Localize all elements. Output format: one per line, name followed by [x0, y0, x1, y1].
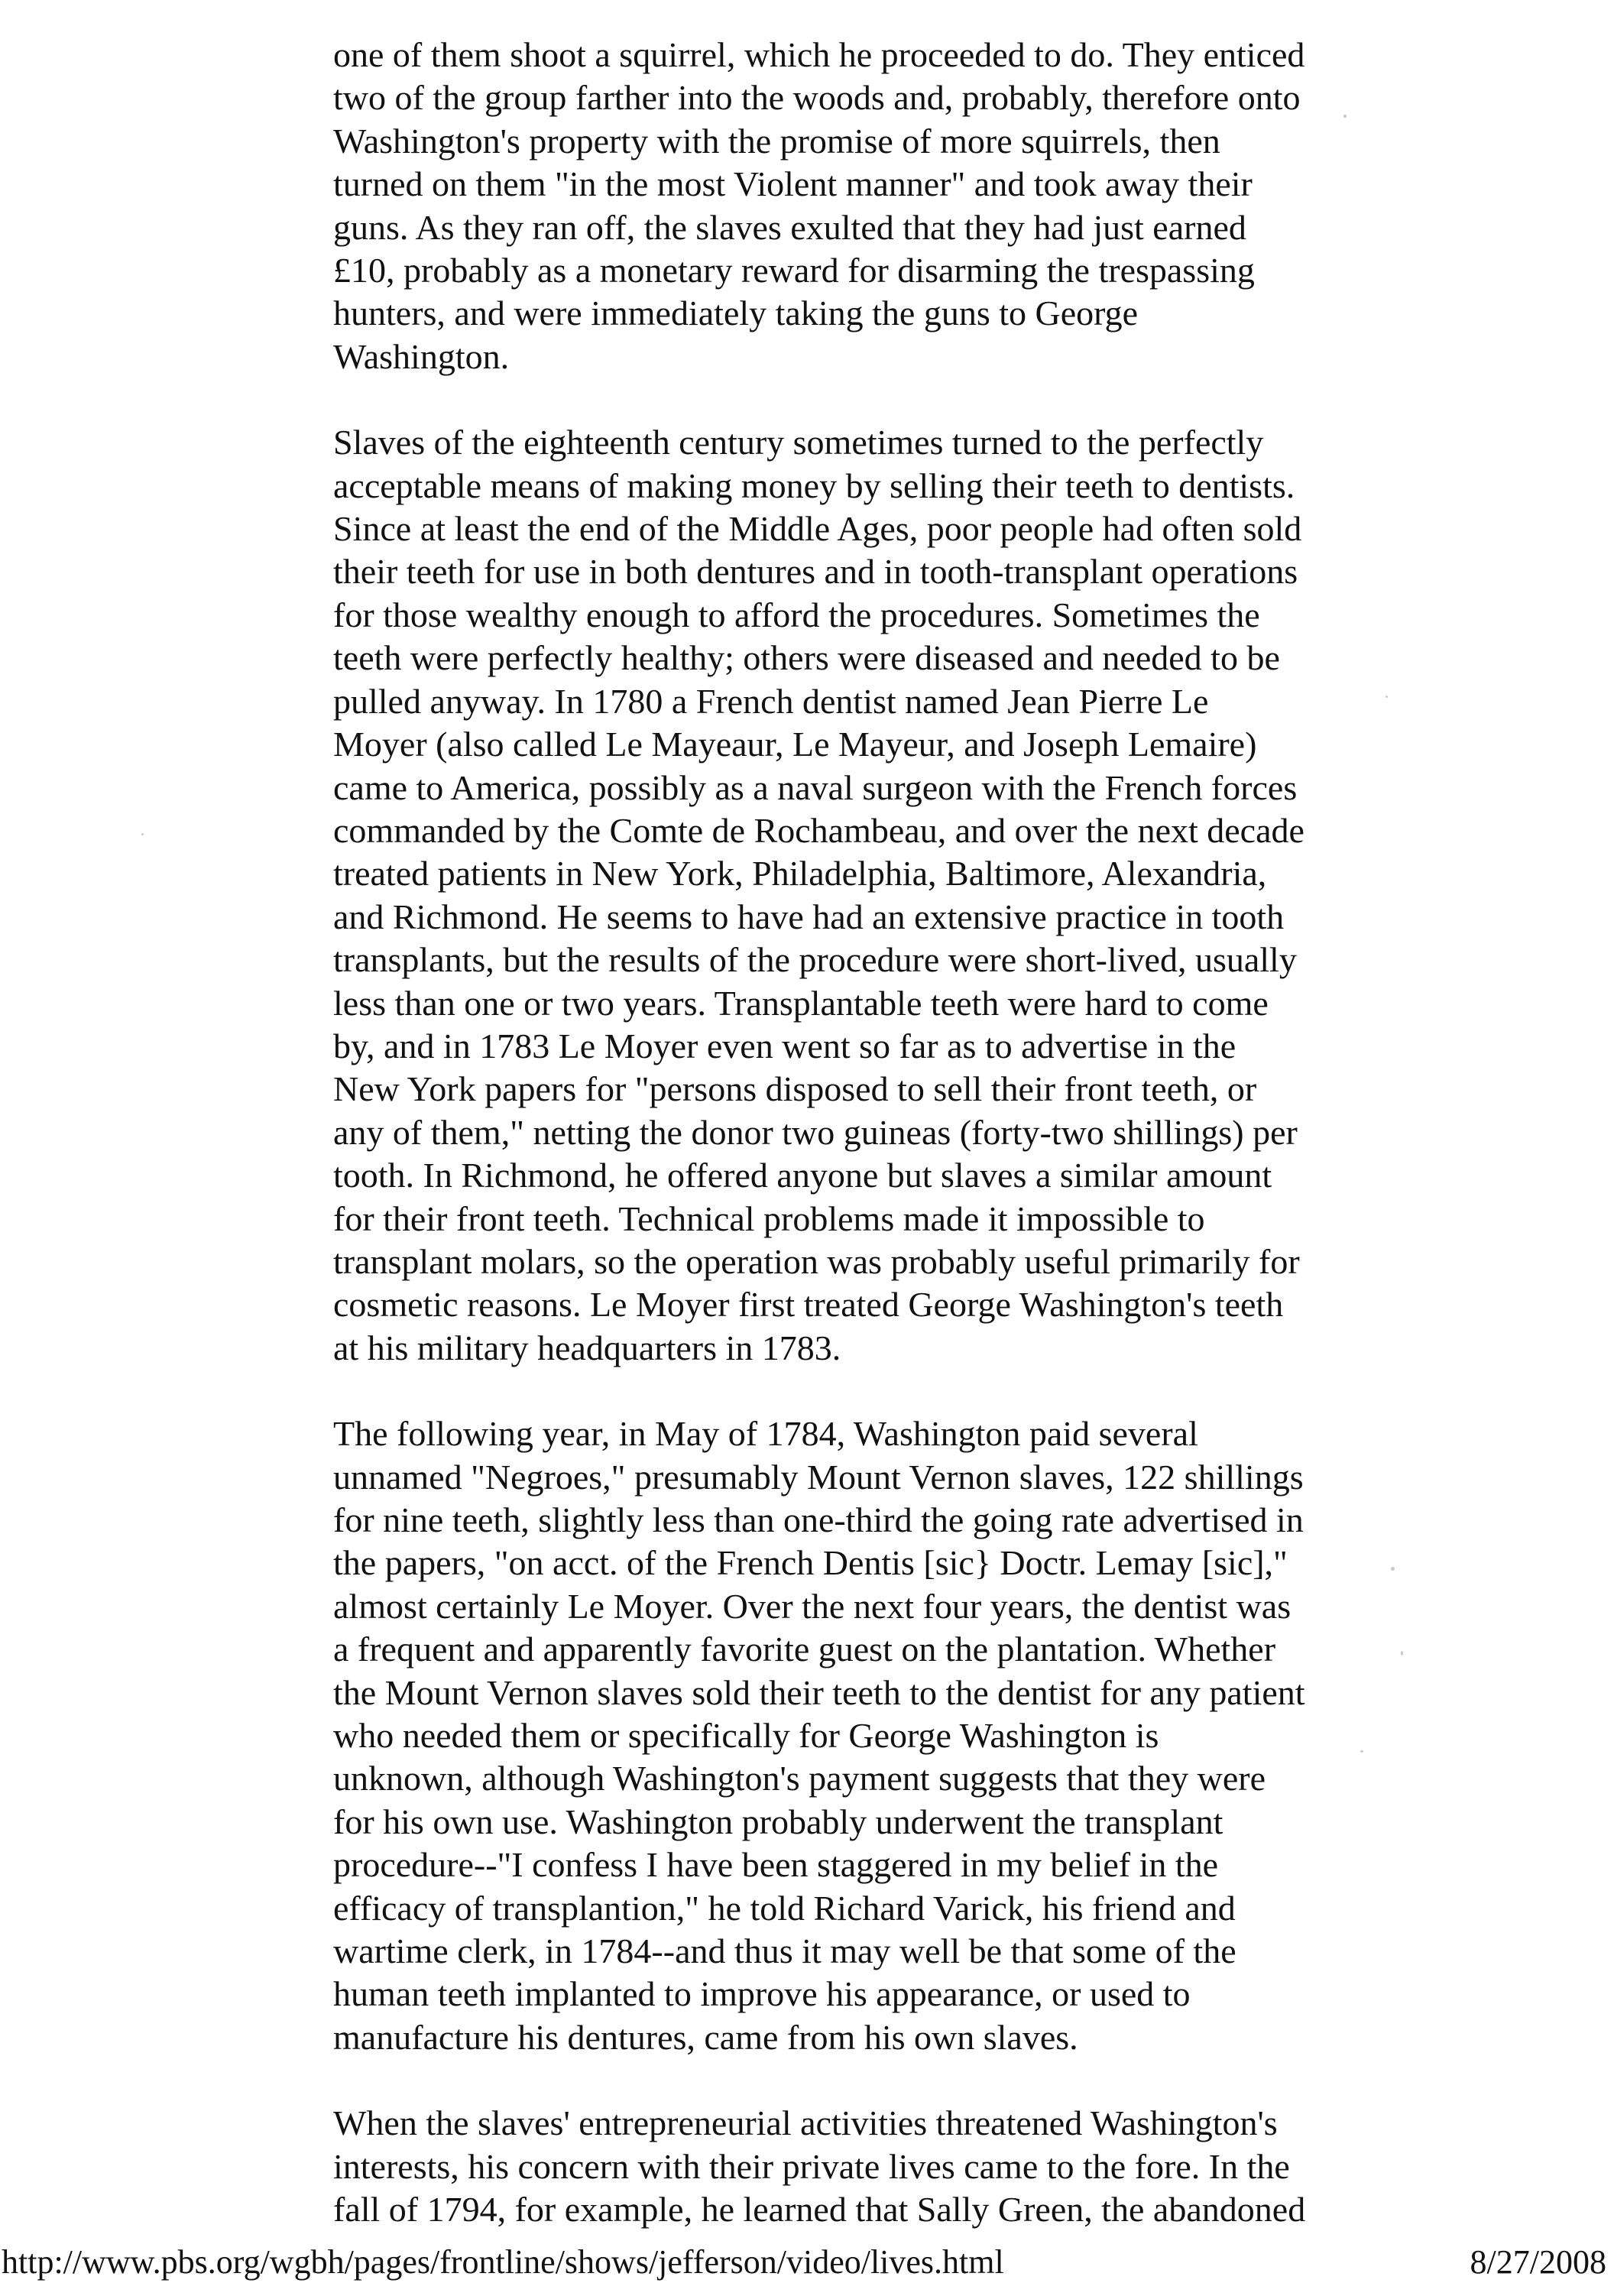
text-line: one of them shoot a squirrel, which he proceeded to do. They enticed: [333, 35, 1305, 74]
text-line: by, and in 1783 Le Moyer even went so far as to advertise in the: [333, 1026, 1236, 1065]
text-line: for his own use. Washington probably underwent the transplant: [333, 1801, 1223, 1841]
text-line: the Mount Vernon slaves sold their teeth to the dentist for any patient: [333, 1672, 1305, 1712]
text-line: turned on them "in the most Violent manner" and took away their: [333, 164, 1253, 204]
text-line: at his military headquarters in 1783.: [333, 1328, 841, 1367]
text-line: commanded by the Comte de Rochambeau, and over the next decade: [333, 810, 1304, 850]
paragraph-washington-payment: [333, 1412, 1403, 2059]
scan-speck: [1386, 696, 1388, 698]
article-body: [333, 34, 1403, 2232]
text-line: the papers, "on acct. of the French Dentis [sic} Doctr. Lemay [sic],": [333, 1543, 1288, 1583]
text-line: teeth were perfectly healthy; others were diseased and needed to be: [333, 638, 1280, 678]
text-line: Moyer (also called Le Mayeaur, Le Mayeur, and Joseph Lemaire): [333, 725, 1257, 764]
text-line: interests, his concern with their private lives came to the fore. In the: [333, 2146, 1290, 2186]
text-line: transplants, but the results of the procedure were short-lived, usually: [333, 940, 1297, 980]
text-line: less than one or two years. Transplantable teeth were hard to come: [333, 983, 1269, 1023]
paragraph-entrepreneurial: [333, 2102, 1403, 2231]
text-line: pulled anyway. In 1780 a French dentist named Jean Pierre Le: [333, 681, 1209, 721]
scan-speck: [1343, 115, 1347, 118]
text-line: manufacture his dentures, came from his own slaves.: [333, 2017, 1078, 2057]
paragraph-spacer: [333, 2059, 1403, 2102]
text-line: hunters, and were immediately taking the guns to George: [333, 293, 1139, 333]
print-date: 8/27/2008: [1470, 2243, 1606, 2281]
text-line: fall of 1794, for example, he learned that Sally Green, the abandoned: [333, 2190, 1306, 2230]
text-line: £10, probably as a monetary reward for disarming the trespassing: [333, 251, 1255, 290]
paragraph-spacer: [333, 378, 1403, 421]
text-line: Slaves of the eighteenth century sometimes turned to the perfectly: [333, 423, 1264, 462]
scan-speck: [1360, 1750, 1363, 1753]
text-line: their teeth for use in both dentures and in tooth-transplant operations: [333, 552, 1298, 592]
text-line: tooth. In Richmond, he offered anyone but slaves a similar amount: [333, 1156, 1272, 1195]
text-line: acceptable means of making money by selling their teeth to dentists.: [333, 465, 1295, 505]
text-line: transplant molars, so the operation was probably useful primarily for: [333, 1241, 1300, 1281]
paragraph-selling-teeth: [333, 421, 1403, 1370]
text-line: who needed them or specifically for George Washington is: [333, 1716, 1159, 1756]
text-line: efficacy of transplantion," he told Richard Varick, his friend and: [333, 1888, 1236, 1928]
text-line: any of them," netting the donor two guineas (forty-two shillings) per: [333, 1112, 1298, 1152]
text-line: for their front teeth. Technical problems made it impossible to: [333, 1198, 1205, 1238]
text-line: guns. As they ran off, the slaves exulted that they had just earned: [333, 207, 1246, 247]
text-line: for those wealthy enough to afford the procedures. Sometimes the: [333, 595, 1260, 634]
text-line: a frequent and apparently favorite guest on the plantation. Whether: [333, 1630, 1276, 1669]
text-line: wartime clerk, in 1784--and thus it may well be that some of the: [333, 1931, 1236, 1971]
source-url: http://www.pbs.org/wgbh/pages/frontline/shows/jefferson/video/lives.html: [2, 2243, 1004, 2281]
text-line: The following year, in May of 1784, Washington paid several: [333, 1414, 1198, 1454]
text-line: cosmetic reasons. Le Moyer first treated George Washington's teeth: [333, 1285, 1284, 1325]
text-line: procedure--"I confess I have been staggered in my belief in the: [333, 1845, 1219, 1885]
scan-speck: [141, 833, 144, 835]
text-line: When the slaves' entrepreneurial activities threatened Washington's: [333, 2103, 1278, 2143]
text-line: Since at least the end of the Middle Ages, poor people had often sold: [333, 509, 1302, 549]
text-line: almost certainly Le Moyer. Over the next four years, the dentist was: [333, 1586, 1292, 1626]
text-line: two of the group farther into the woods and, probably, therefore onto: [333, 78, 1301, 118]
scan-speck: [1391, 1567, 1395, 1571]
text-line: unnamed "Negroes," presumably Mount Vernon slaves, 122 shillings: [333, 1457, 1304, 1497]
print-footer: [0, 2241, 1614, 2284]
text-line: human teeth implanted to improve his appearance, or used to: [333, 1974, 1191, 2014]
text-line: came to America, possibly as a naval surgeon with the French forces: [333, 767, 1298, 807]
text-line: Washington's property with the promise of more squirrels, then: [333, 121, 1220, 161]
text-line: for nine teeth, slightly less than one-third the going rate advertised in: [333, 1500, 1304, 1539]
paragraph-spacer: [333, 1370, 1403, 1412]
paragraph-squirrel-hunters: [333, 34, 1403, 378]
scan-speck: [1401, 1651, 1403, 1656]
text-line: and Richmond. He seems to have had an extensive practice in tooth: [333, 897, 1285, 936]
text-line: treated patients in New York, Philadelphia, Baltimore, Alexandria,: [333, 854, 1267, 893]
text-line: New York papers for "persons disposed to sell their front teeth, or: [333, 1069, 1257, 1109]
text-line: unknown, although Washington's payment suggests that they were: [333, 1759, 1266, 1798]
text-line: Washington.: [333, 336, 510, 376]
